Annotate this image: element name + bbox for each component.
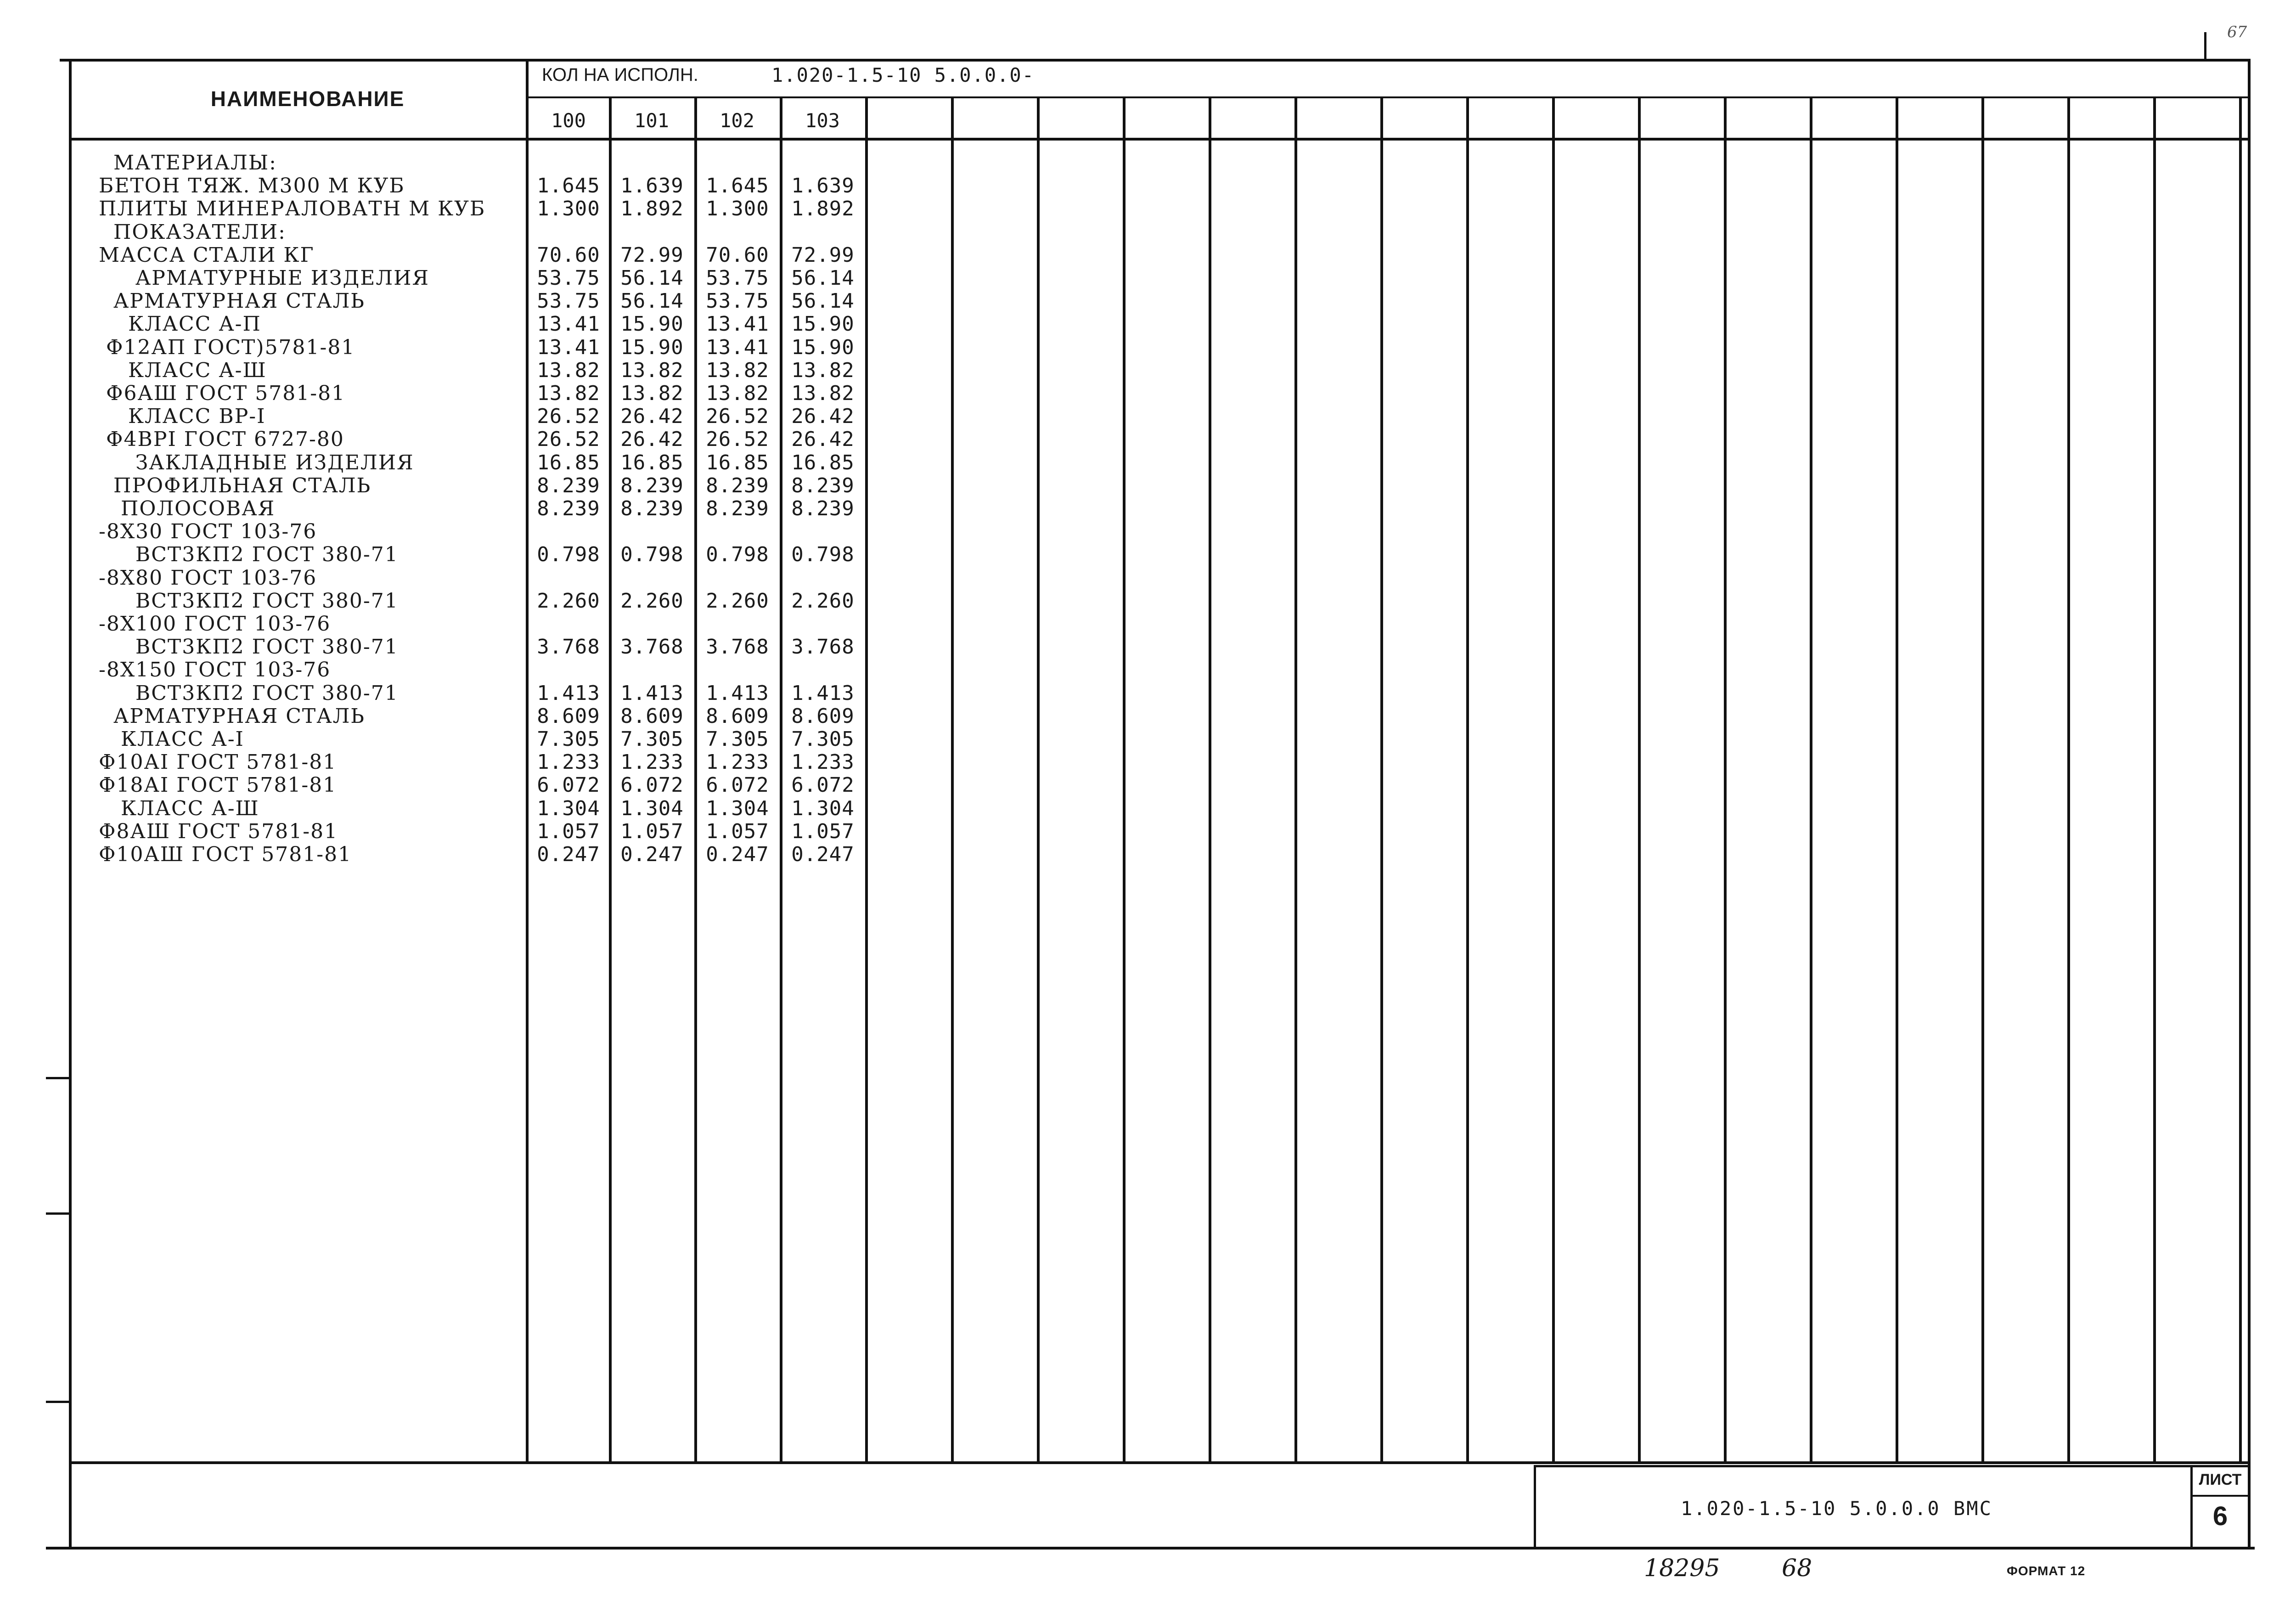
column-line	[865, 96, 868, 1464]
column-line	[951, 96, 954, 1464]
column-line	[1981, 96, 1984, 1464]
row-value: 70.60	[706, 243, 769, 267]
column-header-101: 101	[634, 109, 669, 132]
row-value: 15.90	[791, 335, 855, 359]
row-name: -8X100 ГОСТ 103-76	[99, 612, 331, 636]
row-name: Ф12АП ГОСТ)5781-81	[99, 335, 355, 359]
column-line	[2153, 96, 2156, 1464]
row-value: 26.52	[706, 405, 769, 428]
row-value: 26.52	[706, 428, 769, 451]
row-name: АРМАТУРНАЯ СТАЛЬ	[99, 704, 365, 728]
stamp-sheet-line	[2190, 1495, 2250, 1497]
column-line	[1380, 96, 1383, 1464]
row-value: 1.892	[791, 197, 855, 221]
handwritten-number: 18295	[1644, 1555, 1720, 1582]
row-value: 56.14	[791, 289, 855, 313]
row-value: 15.90	[620, 312, 684, 336]
row-value: 26.42	[791, 405, 855, 428]
row-name: Ф10АШ ГОСТ 5781-81	[99, 843, 352, 866]
column-header-102: 102	[720, 109, 754, 132]
row-value: 8.609	[537, 704, 600, 728]
row-value: 7.305	[706, 727, 769, 751]
row-value: 8.239	[620, 497, 684, 520]
row-value: 53.75	[537, 266, 600, 290]
format-label: ФОРМАТ 12	[2007, 1564, 2086, 1578]
row-value: 1.304	[537, 796, 600, 820]
frame-top-line	[60, 59, 2250, 62]
row-value: 13.41	[537, 312, 600, 336]
row-value: 0.798	[620, 543, 684, 567]
row-name: ПРОФИЛЬНАЯ СТАЛЬ	[99, 473, 371, 497]
row-value: 6.072	[706, 773, 769, 797]
row-value: 53.75	[706, 289, 769, 313]
frame-right-line	[2248, 59, 2251, 1549]
row-value: 13.41	[706, 312, 769, 336]
row-value: 1.892	[620, 197, 684, 221]
row-value: 8.239	[791, 473, 855, 497]
row-value: 15.90	[791, 312, 855, 336]
row-name: ПОКАЗАТЕЛИ:	[99, 220, 286, 244]
row-name: ПОЛОСОВАЯ	[99, 497, 276, 520]
row-value: 1.233	[706, 750, 769, 774]
row-value: 0.247	[620, 843, 684, 866]
row-name: АРМАТУРНАЯ СТАЛЬ	[99, 289, 365, 313]
row-value: 0.798	[791, 543, 855, 567]
column-line	[2239, 96, 2242, 1464]
edge-tick	[46, 1077, 69, 1079]
row-value: 1.413	[620, 681, 684, 705]
row-value: 0.798	[537, 543, 600, 567]
row-name: ВСТ3КП2 ГОСТ 380-71	[99, 681, 399, 705]
row-value: 13.82	[791, 382, 855, 405]
row-value: 8.609	[706, 704, 769, 728]
stamp-top-line	[1534, 1465, 2250, 1467]
row-value: 6.072	[791, 773, 855, 797]
row-value: 8.609	[620, 704, 684, 728]
row-value: 2.260	[791, 589, 855, 613]
row-value: 26.42	[791, 428, 855, 451]
row-value: 26.52	[537, 428, 600, 451]
row-value: 13.82	[537, 382, 600, 405]
row-value: 1.233	[791, 750, 855, 774]
row-value: 0.247	[537, 843, 600, 866]
column-header-103: 103	[805, 109, 840, 132]
row-value: 1.057	[791, 819, 855, 843]
row-name: -8X150 ГОСТ 103-76	[99, 658, 331, 682]
row-value: 0.247	[791, 843, 855, 866]
row-name: МАТЕРИАЛЫ:	[99, 151, 277, 175]
row-name: КЛАСС А-П	[99, 312, 261, 336]
row-value: 1.233	[620, 750, 684, 774]
row-value: 1.413	[706, 681, 769, 705]
row-value: 6.072	[620, 773, 684, 797]
row-value: 53.75	[706, 266, 769, 290]
row-value: 8.239	[620, 473, 684, 497]
row-name: АРМАТУРНЫЕ ИЗДЕЛИЯ	[99, 266, 430, 290]
row-name: Ф18АI ГОСТ 5781-81	[99, 773, 337, 797]
row-value: 3.768	[620, 635, 684, 659]
row-value: 16.85	[620, 451, 684, 474]
row-name: КЛАСС А-I	[99, 727, 244, 751]
qty-label: КОЛ НА ИСПОЛН.	[542, 64, 698, 85]
sheet-label: ЛИСТ	[2199, 1471, 2242, 1488]
column-line	[1552, 96, 1555, 1464]
row-name: ВСТ3КП2 ГОСТ 380-71	[99, 543, 399, 567]
row-value: 13.82	[706, 382, 769, 405]
row-value: 7.305	[620, 727, 684, 751]
name-column-title: НАИМЕНОВАНИЕ	[210, 87, 405, 111]
row-value: 7.305	[791, 727, 855, 751]
column-line	[1724, 96, 1727, 1464]
column-line	[1294, 96, 1297, 1464]
row-value: 2.260	[706, 589, 769, 613]
handwritten-page: 68	[1782, 1555, 1812, 1582]
row-name: КЛАСС А-Ш	[99, 358, 267, 382]
row-value: 1.304	[791, 796, 855, 820]
row-value: 1.300	[537, 197, 600, 221]
corner-tick	[2204, 32, 2206, 60]
row-name: -8X80 ГОСТ 103-76	[99, 566, 317, 590]
row-value: 8.239	[537, 497, 600, 520]
column-line	[1209, 96, 1211, 1464]
row-value: 6.072	[537, 773, 600, 797]
row-value: 72.99	[791, 243, 855, 267]
row-value: 13.82	[620, 358, 684, 382]
column-line	[1896, 96, 1898, 1464]
row-value: 1.645	[706, 174, 769, 198]
row-value: 1.645	[537, 174, 600, 198]
row-value: 3.768	[791, 635, 855, 659]
row-value: 8.239	[706, 473, 769, 497]
row-name: БЕТОН ТЯЖ. М300 М КУБ	[99, 174, 405, 198]
row-name: КЛАСС ВР-I	[99, 405, 266, 428]
frame-left-line	[69, 59, 72, 1549]
header-divider-line	[528, 96, 2250, 98]
row-value: 13.82	[537, 358, 600, 382]
stamp-left-line	[1534, 1465, 1536, 1548]
row-value: 56.14	[620, 289, 684, 313]
row-value: 1.300	[706, 197, 769, 221]
header-doc-code: 1.020-1.5-10 5.0.0.0-	[771, 63, 1035, 86]
row-value: 72.99	[620, 243, 684, 267]
row-value: 13.82	[620, 382, 684, 405]
column-line	[1466, 96, 1469, 1464]
row-value: 26.42	[620, 405, 684, 428]
row-value: 3.768	[537, 635, 600, 659]
row-value: 1.304	[620, 796, 684, 820]
row-value: 16.85	[791, 451, 855, 474]
row-value: 0.247	[706, 843, 769, 866]
row-value: 15.90	[620, 335, 684, 359]
row-value: 16.85	[706, 451, 769, 474]
column-line	[1638, 96, 1641, 1464]
row-name: ЗАКЛАДНЫЕ ИЗДЕЛИЯ	[99, 451, 414, 474]
column-header-100: 100	[551, 109, 586, 132]
row-value: 7.305	[537, 727, 600, 751]
row-name: Ф4ВРI ГОСТ 6727-80	[99, 428, 344, 451]
header-bottom-line	[69, 138, 2250, 141]
row-value: 16.85	[537, 451, 600, 474]
row-value: 8.239	[791, 497, 855, 520]
stamp-doc-code: 1.020-1.5-10 5.0.0.0 ВМС	[1681, 1497, 1992, 1520]
row-value: 13.82	[791, 358, 855, 382]
row-value: 8.609	[791, 704, 855, 728]
row-value: 56.14	[620, 266, 684, 290]
row-name: Ф6АШ ГОСТ 5781-81	[99, 382, 346, 405]
row-value: 70.60	[537, 243, 600, 267]
row-value: 8.239	[706, 497, 769, 520]
row-value: 2.260	[620, 589, 684, 613]
edge-tick	[46, 1212, 69, 1215]
row-value: 26.52	[537, 405, 600, 428]
column-line	[1037, 96, 1040, 1464]
row-value: 1.057	[537, 819, 600, 843]
row-value: 13.82	[706, 358, 769, 382]
row-value: 1.057	[620, 819, 684, 843]
frame-bottom-line	[46, 1547, 2255, 1550]
sheet-number: 6	[2212, 1501, 2228, 1531]
row-name: ВСТ3КП2 ГОСТ 380-71	[99, 589, 399, 613]
column-line	[1810, 96, 1812, 1464]
row-value: 26.42	[620, 428, 684, 451]
row-value: 1.304	[706, 796, 769, 820]
table-bottom-line	[69, 1461, 2250, 1464]
row-value: 56.14	[791, 266, 855, 290]
row-value: 2.260	[537, 589, 600, 613]
row-value: 1.413	[791, 681, 855, 705]
column-line	[1123, 96, 1125, 1464]
row-name: МАССА СТАЛИ КГ	[99, 243, 315, 267]
row-name: Ф8АШ ГОСТ 5781-81	[99, 819, 338, 843]
row-value: 1.639	[620, 174, 684, 198]
row-value: 13.41	[706, 335, 769, 359]
row-name: ВСТ3КП2 ГОСТ 380-71	[99, 635, 399, 659]
row-value: 1.413	[537, 681, 600, 705]
row-value: 1.057	[706, 819, 769, 843]
edge-tick	[46, 1401, 69, 1403]
row-name: ПЛИТЫ МИНЕРАЛОВАТН М КУБ	[99, 197, 486, 221]
row-value: 3.768	[706, 635, 769, 659]
corner-mark: 67	[2227, 23, 2247, 41]
row-name: Ф10АI ГОСТ 5781-81	[99, 750, 337, 774]
row-value: 1.639	[791, 174, 855, 198]
row-value: 0.798	[706, 543, 769, 567]
row-value: 13.41	[537, 335, 600, 359]
row-value: 8.239	[537, 473, 600, 497]
column-line	[2067, 96, 2070, 1464]
row-name: -8X30 ГОСТ 103-76	[99, 520, 317, 544]
row-value: 1.233	[537, 750, 600, 774]
row-name: КЛАСС А-Ш	[99, 796, 259, 820]
row-value: 53.75	[537, 289, 600, 313]
